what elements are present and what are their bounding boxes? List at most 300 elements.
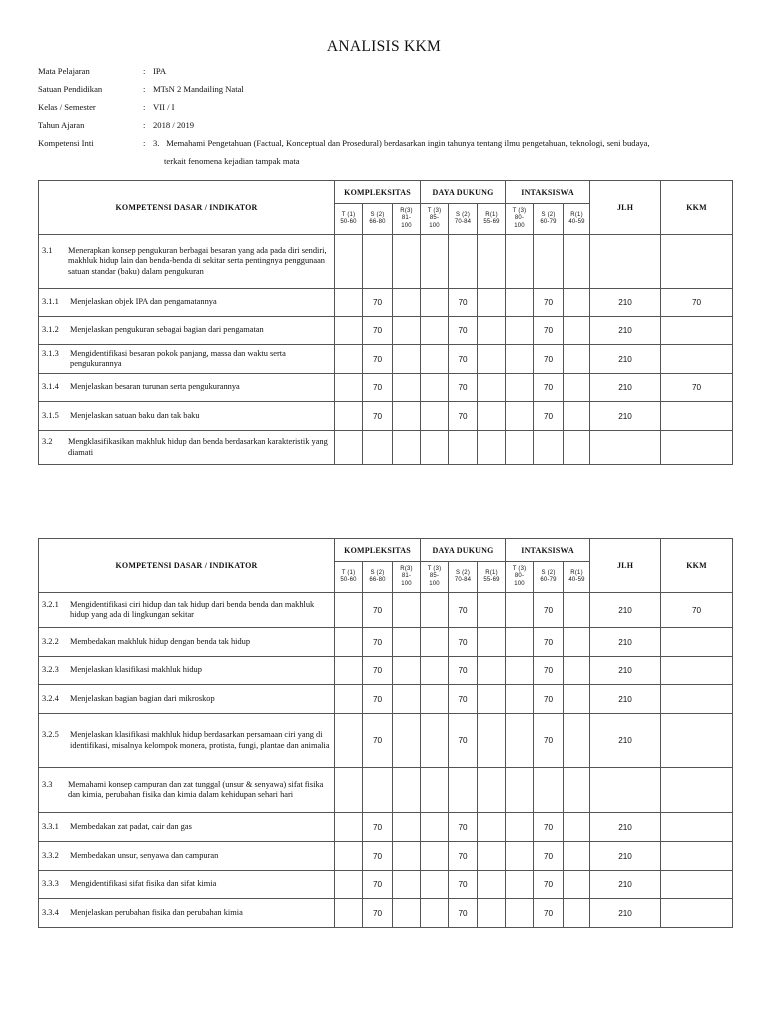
- empty-cell: [335, 899, 363, 928]
- empty-cell: [478, 813, 506, 842]
- empty-cell: [564, 374, 590, 402]
- empty-cell: [564, 899, 590, 928]
- header-kkm: KKM: [661, 539, 733, 593]
- sub-t1: T (1) 50-60: [335, 562, 363, 593]
- kd-code: 3.1.4: [42, 382, 59, 392]
- kd-text: Menjelaskan objek IPA dan pengamatannya: [70, 297, 217, 307]
- jlh-value: [590, 768, 661, 813]
- kkm-value: [661, 871, 733, 899]
- kd-text: Menjelaskan klasifikasi makhluk hidup berdasarkan persamaan ciri yang di identifikasi, misalnya kelompok monera, protista, fungi, plantae dan animalia: [70, 730, 330, 750]
- kkm-value: 70: [661, 593, 733, 628]
- empty-cell: [421, 899, 449, 928]
- table-row: [39, 813, 733, 842]
- empty-cell: [421, 871, 449, 899]
- kompleksitas-s-value: 70: [363, 871, 393, 899]
- table-header-row: [39, 539, 733, 562]
- kkm-value: [661, 345, 733, 374]
- kd-indicator-cell: [39, 899, 335, 928]
- info-colon: :: [143, 102, 146, 112]
- kd-indicator-cell: [39, 871, 335, 899]
- empty-cell: [564, 685, 590, 714]
- empty-cell: [421, 685, 449, 714]
- empty-cell: [478, 685, 506, 714]
- empty-cell: [393, 685, 421, 714]
- empty-cell: [393, 768, 421, 813]
- intake-s-value: 70: [534, 593, 564, 628]
- table-row: [39, 374, 733, 402]
- empty-cell: [564, 871, 590, 899]
- empty-cell: [478, 235, 506, 289]
- empty-cell: [564, 657, 590, 685]
- kd-code: 3.1: [42, 246, 53, 256]
- table-row: [39, 402, 733, 431]
- empty-cell: [478, 899, 506, 928]
- table-row: [39, 317, 733, 345]
- header-kd: KOMPETENSI DASAR / INDIKATOR: [39, 181, 335, 235]
- table-row: [39, 714, 733, 768]
- daya-dukung-s-value: 70: [449, 685, 478, 714]
- kompleksitas-s-value: 70: [363, 714, 393, 768]
- info-label: Satuan Pendidikan: [38, 84, 103, 94]
- table-row: [39, 289, 733, 317]
- sub-s2: S (2) 60-79: [534, 204, 564, 235]
- jlh-value: 210: [590, 685, 661, 714]
- intake-s-value: [534, 431, 564, 465]
- kd-text: Menjelaskan besaran turunan serta pengukurannya: [70, 382, 240, 392]
- empty-cell: [421, 593, 449, 628]
- table-row: [39, 685, 733, 714]
- empty-cell: [506, 842, 534, 871]
- header-kompleksitas: KOMPLEKSITAS: [335, 539, 421, 562]
- kompetensi-inti-line2: terkait fenomena kejadian tampak mata: [164, 156, 300, 166]
- kd-text: Menjelaskan satuan baku dan tak baku: [70, 410, 200, 420]
- empty-cell: [393, 842, 421, 871]
- table-row: [39, 235, 733, 289]
- kompleksitas-s-value: 70: [363, 374, 393, 402]
- intake-s-value: 70: [534, 842, 564, 871]
- jlh-value: 210: [590, 289, 661, 317]
- kd-code: 3.2.2: [42, 636, 59, 646]
- table-row: [39, 768, 733, 813]
- empty-cell: [478, 714, 506, 768]
- empty-cell: [335, 768, 363, 813]
- empty-cell: [506, 431, 534, 465]
- kd-indicator-cell: [39, 768, 335, 813]
- empty-cell: [564, 289, 590, 317]
- empty-cell: [421, 813, 449, 842]
- empty-cell: [564, 813, 590, 842]
- table-row: [39, 431, 733, 465]
- empty-cell: [564, 768, 590, 813]
- kd-code: 3.3: [42, 779, 53, 789]
- table-row: [39, 628, 733, 657]
- empty-cell: [564, 345, 590, 374]
- empty-cell: [421, 714, 449, 768]
- jlh-value: 210: [590, 899, 661, 928]
- empty-cell: [506, 345, 534, 374]
- daya-dukung-s-value: 70: [449, 289, 478, 317]
- empty-cell: [393, 345, 421, 374]
- sub-s2: S (2) 66-80: [363, 204, 393, 235]
- empty-cell: [393, 593, 421, 628]
- kd-code: 3.1.2: [42, 325, 59, 335]
- empty-cell: [478, 593, 506, 628]
- header-jlh: JLH: [590, 181, 661, 235]
- empty-cell: [393, 374, 421, 402]
- sub-t3: T (3) 85- 100: [421, 204, 449, 235]
- kkm-value: [661, 768, 733, 813]
- info-value: VII / I: [153, 102, 175, 112]
- empty-cell: [478, 317, 506, 345]
- header-jlh: JLH: [590, 539, 661, 593]
- sub-r1: R(1) 55-69: [478, 204, 506, 235]
- kkm-value: [661, 714, 733, 768]
- empty-cell: [506, 899, 534, 928]
- kompetensi-inti-number: 3.: [153, 138, 160, 148]
- intake-s-value: 70: [534, 374, 564, 402]
- intake-s-value: [534, 235, 564, 289]
- empty-cell: [335, 593, 363, 628]
- empty-cell: [478, 657, 506, 685]
- info-label: Kompetensi Inti: [38, 138, 94, 148]
- daya-dukung-s-value: [449, 431, 478, 465]
- intake-s-value: 70: [534, 317, 564, 345]
- kd-text: Membedakan makhluk hidup dengan benda tak hidup: [70, 636, 251, 646]
- empty-cell: [335, 317, 363, 345]
- header-intake-siswa: INTAKSISWA: [506, 539, 590, 562]
- info-colon: :: [143, 84, 146, 94]
- empty-cell: [506, 235, 534, 289]
- kd-indicator-cell: [39, 374, 335, 402]
- kd-indicator-cell: [39, 345, 335, 374]
- kd-text: Mengidentifikasi ciri hidup dan tak hidup dari benda benda dan makhluk hidup yang ada di lingkungan sekitar: [70, 599, 315, 619]
- sub-t3: T (3) 80- 100: [506, 562, 534, 593]
- sub-s2: S (2) 70-84: [449, 562, 478, 593]
- kd-text: Mengidentifikasi sifat fisika dan sifat kimia: [70, 879, 217, 889]
- kd-indicator-cell: [39, 593, 335, 628]
- kompleksitas-s-value: 70: [363, 842, 393, 871]
- empty-cell: [393, 235, 421, 289]
- kkm-value: [661, 685, 733, 714]
- kkm-value: 70: [661, 289, 733, 317]
- kd-indicator-cell: [39, 289, 335, 317]
- kkm-value: [661, 317, 733, 345]
- header-daya-dukung: DAYA DUKUNG: [421, 181, 506, 204]
- info-value: 2018 / 2019: [153, 120, 195, 130]
- sub-s2: S (2) 70-84: [449, 204, 478, 235]
- kompleksitas-s-value: 70: [363, 402, 393, 431]
- empty-cell: [393, 871, 421, 899]
- header-kd: KOMPETENSI DASAR / INDIKATOR: [39, 539, 335, 593]
- intake-s-value: 70: [534, 899, 564, 928]
- jlh-value: 210: [590, 374, 661, 402]
- empty-cell: [564, 842, 590, 871]
- kd-code: 3.2.1: [42, 599, 59, 609]
- empty-cell: [393, 813, 421, 842]
- kompleksitas-s-value: 70: [363, 345, 393, 374]
- kd-code: 3.2: [42, 437, 53, 447]
- info-label: Kelas / Semester: [38, 102, 96, 112]
- document-info: [38, 66, 738, 176]
- intake-s-value: 70: [534, 628, 564, 657]
- info-colon: :: [143, 66, 146, 76]
- info-colon: :: [143, 120, 146, 130]
- jlh-value: 210: [590, 628, 661, 657]
- sub-r1: R(1) 40-59: [564, 204, 590, 235]
- empty-cell: [393, 317, 421, 345]
- info-label: Mata Pelajaran: [38, 66, 90, 76]
- empty-cell: [421, 289, 449, 317]
- daya-dukung-s-value: [449, 768, 478, 813]
- info-row-kompetensi-inti: [38, 138, 738, 176]
- empty-cell: [335, 345, 363, 374]
- header-intake-siswa: INTAKSISWA: [506, 181, 590, 204]
- kd-indicator-cell: [39, 317, 335, 345]
- empty-cell: [506, 657, 534, 685]
- empty-cell: [335, 431, 363, 465]
- empty-cell: [478, 768, 506, 813]
- kkm-value: [661, 813, 733, 842]
- empty-cell: [478, 431, 506, 465]
- info-value: MTsN 2 Mandailing Natal: [153, 84, 244, 94]
- header-daya-dukung: DAYA DUKUNG: [421, 539, 506, 562]
- table-2-body: [39, 593, 733, 928]
- kd-indicator-cell: [39, 431, 335, 465]
- empty-cell: [564, 317, 590, 345]
- intake-s-value: 70: [534, 685, 564, 714]
- kd-indicator-cell: [39, 657, 335, 685]
- empty-cell: [421, 402, 449, 431]
- empty-cell: [393, 628, 421, 657]
- sub-r1: R(1) 55-69: [478, 562, 506, 593]
- daya-dukung-s-value: 70: [449, 374, 478, 402]
- intake-s-value: 70: [534, 871, 564, 899]
- kd-text: Membedakan unsur, senyawa dan campuran: [70, 850, 219, 860]
- kompetensi-inti-text: [153, 134, 753, 170]
- kompleksitas-s-value: 70: [363, 813, 393, 842]
- kompleksitas-s-value: [363, 431, 393, 465]
- kompleksitas-s-value: 70: [363, 317, 393, 345]
- empty-cell: [393, 899, 421, 928]
- kompleksitas-s-value: 70: [363, 628, 393, 657]
- kompetensi-inti-line1: Memahami Pengetahuan (Factual, Konceptual dan Prosedural) berdasarkan ingin tahunya tentang ilmu pengetahuan, teknologi, seni budaya,: [166, 138, 650, 148]
- kd-text: Mengklasifikasikan makhluk hidup dan benda berdasarkan karakteristik yang diamati: [68, 437, 328, 457]
- empty-cell: [393, 402, 421, 431]
- kompleksitas-s-value: 70: [363, 289, 393, 317]
- jlh-value: 210: [590, 871, 661, 899]
- info-colon: :: [143, 138, 146, 148]
- daya-dukung-s-value: 70: [449, 842, 478, 871]
- empty-cell: [506, 317, 534, 345]
- table-row: [39, 345, 733, 374]
- kd-indicator-cell: [39, 628, 335, 657]
- kd-text: Menjelaskan klasifikasi makhluk hidup: [70, 665, 202, 675]
- empty-cell: [421, 317, 449, 345]
- intake-s-value: [534, 768, 564, 813]
- daya-dukung-s-value: 70: [449, 714, 478, 768]
- empty-cell: [564, 235, 590, 289]
- jlh-value: 210: [590, 714, 661, 768]
- daya-dukung-s-value: 70: [449, 871, 478, 899]
- kd-text: Membedakan zat padat, cair dan gas: [70, 821, 192, 831]
- empty-cell: [478, 289, 506, 317]
- daya-dukung-s-value: 70: [449, 657, 478, 685]
- empty-cell: [564, 628, 590, 657]
- jlh-value: 210: [590, 345, 661, 374]
- kkm-value: [661, 657, 733, 685]
- daya-dukung-s-value: 70: [449, 813, 478, 842]
- kd-code: 3.2.5: [42, 730, 59, 740]
- jlh-value: 210: [590, 842, 661, 871]
- kd-text: Mengidentifikasi besaran pokok panjang, massa dan waktu serta pengukurannya: [70, 348, 286, 368]
- kd-code: 3.3.3: [42, 879, 59, 889]
- header-kompleksitas: KOMPLEKSITAS: [335, 181, 421, 204]
- intake-s-value: 70: [534, 289, 564, 317]
- table-header-row: [39, 181, 733, 204]
- empty-cell: [335, 657, 363, 685]
- kd-text: Menjelaskan bagian bagian dari mikroskop: [70, 693, 215, 703]
- empty-cell: [564, 593, 590, 628]
- kompleksitas-s-value: 70: [363, 685, 393, 714]
- kkm-value: 70: [661, 374, 733, 402]
- kompleksitas-s-value: 70: [363, 657, 393, 685]
- kd-indicator-cell: [39, 714, 335, 768]
- empty-cell: [335, 235, 363, 289]
- kd-code: 3.2.4: [42, 693, 59, 703]
- empty-cell: [506, 813, 534, 842]
- empty-cell: [421, 628, 449, 657]
- empty-cell: [506, 374, 534, 402]
- intake-s-value: 70: [534, 657, 564, 685]
- kompleksitas-s-value: 70: [363, 899, 393, 928]
- empty-cell: [506, 685, 534, 714]
- empty-cell: [506, 871, 534, 899]
- kkm-table-1: [38, 180, 733, 465]
- empty-cell: [335, 374, 363, 402]
- daya-dukung-s-value: 70: [449, 317, 478, 345]
- jlh-value: 210: [590, 593, 661, 628]
- table-row: [39, 842, 733, 871]
- sub-t3: T (3) 85- 100: [421, 562, 449, 593]
- sub-s2: S (2) 60-79: [534, 562, 564, 593]
- kd-code: 3.3.1: [42, 821, 59, 831]
- jlh-value: 210: [590, 657, 661, 685]
- empty-cell: [421, 374, 449, 402]
- empty-cell: [421, 842, 449, 871]
- sub-r3: R(3) 81- 100: [393, 204, 421, 235]
- sub-t3: T (3) 80- 100: [506, 204, 534, 235]
- empty-cell: [478, 345, 506, 374]
- sub-r1: R(1) 40-59: [564, 562, 590, 593]
- kd-indicator-cell: [39, 402, 335, 431]
- empty-cell: [393, 431, 421, 465]
- empty-cell: [335, 685, 363, 714]
- kompleksitas-s-value: 70: [363, 593, 393, 628]
- kkm-value: [661, 431, 733, 465]
- empty-cell: [506, 402, 534, 431]
- empty-cell: [478, 402, 506, 431]
- kompleksitas-s-value: [363, 768, 393, 813]
- kd-code: 3.2.3: [42, 665, 59, 675]
- table-1-body: [39, 235, 733, 465]
- page-title: ANALISIS KKM: [326, 38, 442, 55]
- intake-s-value: 70: [534, 714, 564, 768]
- empty-cell: [335, 842, 363, 871]
- info-value: IPA: [153, 66, 167, 76]
- sub-r3: R(3) 81- 100: [393, 562, 421, 593]
- empty-cell: [335, 402, 363, 431]
- empty-cell: [564, 431, 590, 465]
- sub-s2: S (2) 66-80: [363, 562, 393, 593]
- intake-s-value: 70: [534, 813, 564, 842]
- kkm-value: [661, 402, 733, 431]
- daya-dukung-s-value: 70: [449, 593, 478, 628]
- kkm-value: [661, 899, 733, 928]
- daya-dukung-s-value: 70: [449, 345, 478, 374]
- empty-cell: [564, 714, 590, 768]
- info-label: Tahun Ajaran: [38, 120, 85, 130]
- kkm-value: [661, 628, 733, 657]
- kd-indicator-cell: [39, 813, 335, 842]
- empty-cell: [506, 768, 534, 813]
- empty-cell: [335, 714, 363, 768]
- jlh-value: 210: [590, 317, 661, 345]
- daya-dukung-s-value: 70: [449, 402, 478, 431]
- kd-indicator-cell: [39, 685, 335, 714]
- daya-dukung-s-value: 70: [449, 628, 478, 657]
- kompleksitas-s-value: [363, 235, 393, 289]
- table-row: [39, 871, 733, 899]
- kd-text: Menerapkan konsep pengukuran berbagai besaran yang ada pada diri sendiri, makhluk hidup lain dan benda-benda di sekitar serta pentingnya penggunaan satuan standar (baku) dalam pengukuran: [68, 246, 327, 276]
- empty-cell: [335, 628, 363, 657]
- empty-cell: [421, 768, 449, 813]
- empty-cell: [506, 714, 534, 768]
- header-kkm: KKM: [661, 181, 733, 235]
- jlh-value: [590, 431, 661, 465]
- empty-cell: [335, 871, 363, 899]
- empty-cell: [393, 714, 421, 768]
- empty-cell: [421, 657, 449, 685]
- intake-s-value: 70: [534, 345, 564, 374]
- table-row: [39, 593, 733, 628]
- kd-code: 3.1.1: [42, 297, 59, 307]
- kd-code: 3.3.4: [42, 907, 59, 917]
- empty-cell: [564, 402, 590, 431]
- empty-cell: [506, 289, 534, 317]
- jlh-value: 210: [590, 402, 661, 431]
- empty-cell: [335, 813, 363, 842]
- empty-cell: [421, 235, 449, 289]
- sub-t1: T (1) 50-60: [335, 204, 363, 235]
- kd-code: 3.1.5: [42, 410, 59, 420]
- kkm-value: [661, 235, 733, 289]
- empty-cell: [393, 657, 421, 685]
- empty-cell: [421, 431, 449, 465]
- kd-text: Menjelaskan pengukuran sebagai bagian dari pengamatan: [70, 325, 264, 335]
- kd-text: Memahami konsep campuran dan zat tunggal (unsur & senyawa) sifat fisika dan kimia, perubahan fisika dan kimia dalam kehidupan sehari hari: [68, 779, 324, 799]
- empty-cell: [478, 628, 506, 657]
- kd-code: 3.1.3: [42, 348, 59, 358]
- empty-cell: [421, 345, 449, 374]
- empty-cell: [506, 628, 534, 657]
- kkm-table-2: [38, 538, 733, 928]
- kd-text: Menjelaskan perubahan fisika dan perubahan kimia: [70, 907, 243, 917]
- empty-cell: [393, 289, 421, 317]
- empty-cell: [478, 842, 506, 871]
- kd-code: 3.3.2: [42, 850, 59, 860]
- empty-cell: [335, 289, 363, 317]
- kd-indicator-cell: [39, 235, 335, 289]
